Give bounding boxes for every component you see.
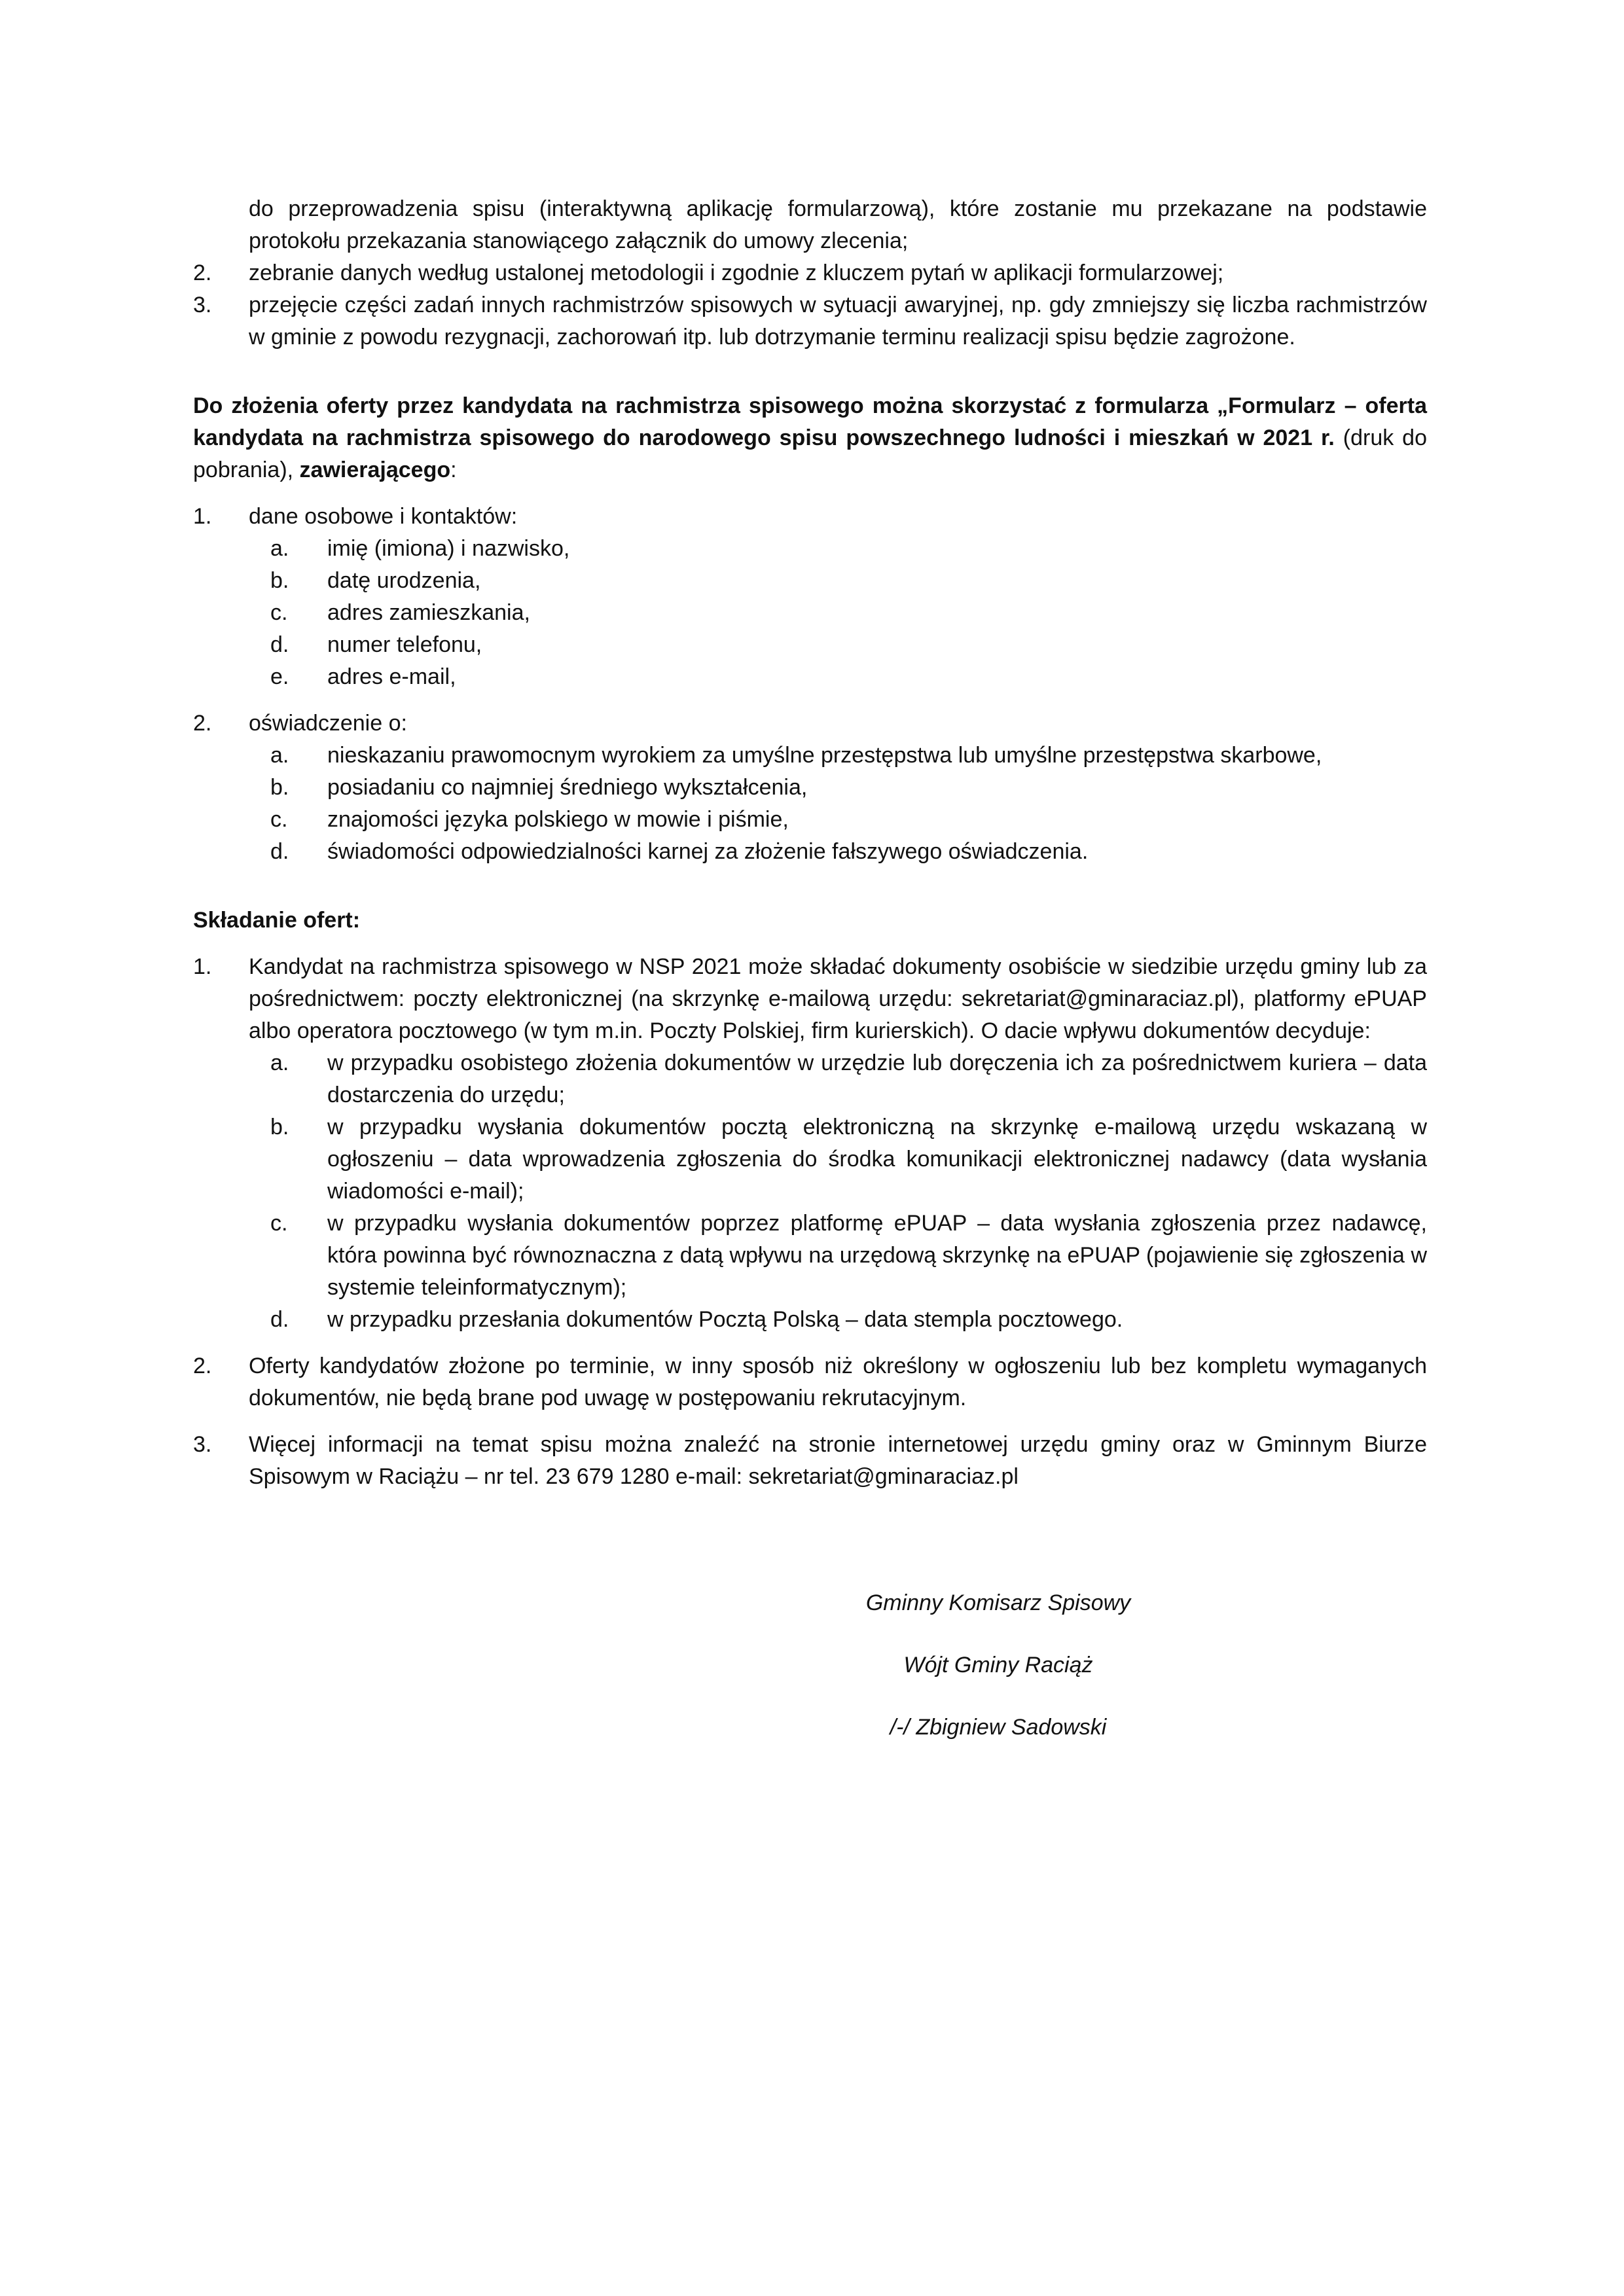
sub-text: w przypadku wysłania dokumentów poprzez platformę ePUAP – data wysłania zgłoszenia przez nadawcę, która powinna być równoznaczna z datą wpływu na urzędową skrzynkę na ePUAP (pojawienie się zgłoszenia w systemie teleinformatycznym); <box>327 1211 1427 1300</box>
sub-text: imię (imiona) i nazwisko, <box>327 536 570 561</box>
sub-item <box>193 1208 1427 1304</box>
item-number: 1. <box>193 954 212 979</box>
sub-item <box>193 740 1427 772</box>
item-text: oświadczenie o: <box>249 711 407 736</box>
form-intro-bold: Do złożenia oferty przez kandydata na rachmistrza spisowego można skorzystać z formularza „Formularz – oferta kandydata na rachmistrza spisowego do narodowego spisu powszechnego ludności i mieszkań w 2021 r. <box>193 393 1427 450</box>
form-content-item <box>193 708 1427 740</box>
form-intro-bold-end: zawierającego <box>299 457 451 482</box>
section-heading: Składanie ofert: <box>193 908 361 933</box>
sub-letter: e. <box>270 664 289 689</box>
form-intro-colon: : <box>450 457 457 482</box>
sub-text: datę urodzenia, <box>327 568 481 593</box>
sub-text: adres zamieszkania, <box>327 600 530 625</box>
item-text: Kandydat na rachmistrza spisowego w NSP 2021 może składać dokumenty osobiście w siedzibie urzędu gminy lub za pośrednictwem: poczty elektronicznej (na skrzynkę e-mailową urzędu: sekretariat@gminaraciaz.pl), platformy ePUAP albo operatora pocztowego (w tym m.in. Poczty Polskiej, firm kurierskich). O dacie wpływu dokumentów decyduje: <box>249 954 1427 1043</box>
sub-text: adres e-mail, <box>327 664 456 689</box>
sub-letter: a. <box>270 743 289 768</box>
sub-letter: b. <box>270 568 289 593</box>
sub-text: nieskazaniu prawomocnym wyrokiem za umyślne przestępstwa lub umyślne przestępstwa skarbowe, <box>327 743 1322 768</box>
form-content-item <box>193 501 1427 533</box>
form-intro-normal: (druk do pobrania), <box>193 425 1427 482</box>
sub-item <box>193 1304 1427 1336</box>
sub-text: w przypadku osobistego złożenia dokumentów w urzędzie lub doręczenia ich za pośrednictwem kuriera – data dostarczenia do urzędu; <box>327 1050 1427 1107</box>
sub-letter: a. <box>270 536 289 561</box>
sub-item <box>193 533 1427 565</box>
task-text: do przeprowadzenia spisu (interaktywną aplikację formularzową), które zostanie mu przekazane na podstawie protokołu przekazania stanowiącego załącznik do umowy zlecenia; <box>249 196 1427 253</box>
sub-text: w przypadku przesłania dokumentów Pocztą Polską – data stempla pocztowego. <box>327 1307 1123 1332</box>
sub-text: znajomości języka polskiego w mowie i piśmie, <box>327 807 789 832</box>
sub-letter: c. <box>270 807 288 832</box>
sub-text: w przypadku wysłania dokumentów pocztą elektroniczną na skrzynkę e-mailową urzędu wskazaną w ogłoszeniu – data wprowadzenia zgłoszenia do środka komunikacji elektronicznej nadawcy (data wysłania wiadomości e-mail); <box>327 1115 1427 1204</box>
sub-item <box>193 804 1427 836</box>
sub-letter: d. <box>270 1307 289 1332</box>
form-intro-paragraph <box>193 390 1427 486</box>
submission-item <box>193 951 1427 1047</box>
task-item <box>193 289 1427 353</box>
sub-letter: a. <box>270 1050 289 1075</box>
sub-text: posiadaniu co najmniej średniego wykształcenia, <box>327 775 808 800</box>
sub-text: numer telefonu, <box>327 632 482 657</box>
sub-item <box>193 565 1427 597</box>
sub-item <box>193 661 1427 693</box>
document-page <box>193 193 1427 1493</box>
signature-office: Wójt Gminy Raciąż <box>903 1653 1093 1677</box>
task-text: przejęcie części zadań innych rachmistrzów spisowych w sytuacji awaryjnej, np. gdy zmniejszy się liczba rachmistrzów w gminie z powodu rezygnacji, zachorowań itp. lub dotrzymanie terminu realizacji spisu będzie zagrożone. <box>249 293 1427 350</box>
sub-letter: d. <box>270 632 289 657</box>
sub-letter: d. <box>270 839 289 864</box>
item-number: 2. <box>193 711 212 736</box>
task-item-1-continuation <box>193 193 1427 257</box>
sub-item <box>193 836 1427 868</box>
sub-item <box>193 1111 1427 1208</box>
sub-letter: c. <box>270 1211 288 1236</box>
submission-item <box>193 1429 1427 1493</box>
task-number: 2. <box>193 260 212 285</box>
task-item <box>193 257 1427 289</box>
signature-role: Gminny Komisarz Spisowy <box>865 1590 1131 1615</box>
sub-item <box>193 772 1427 804</box>
item-text: Oferty kandydatów złożone po terminie, w inny sposób niż określony w ogłoszeniu lub bez kompletu wymaganych dokumentów, nie będą brane pod uwagę w postępowaniu rekrutacyjnym. <box>249 1354 1427 1410</box>
item-number: 3. <box>193 1432 212 1457</box>
item-number: 1. <box>193 504 212 529</box>
task-number: 3. <box>193 293 212 317</box>
item-number: 2. <box>193 1354 212 1378</box>
task-text: zebranie danych według ustalonej metodologii i zgodnie z kluczem pytań w aplikacji formularzowej; <box>249 260 1224 285</box>
sub-letter: b. <box>270 1115 289 1139</box>
sub-item <box>193 629 1427 661</box>
sub-item <box>193 1047 1427 1111</box>
signature-name: /-/ Zbigniew Sadowski <box>890 1715 1107 1740</box>
sub-letter: b. <box>270 775 289 800</box>
sub-text: świadomości odpowiedzialności karnej za złożenie fałszywego oświadczenia. <box>327 839 1089 864</box>
sub-item <box>193 597 1427 629</box>
sub-letter: c. <box>270 600 288 625</box>
submission-item <box>193 1350 1427 1414</box>
item-text: dane osobowe i kontaktów: <box>249 504 518 529</box>
item-text: Więcej informacji na temat spisu można znaleźć na stronie internetowej urzędu gminy oraz w Gminnym Biurze Spisowym w Raciążu – nr tel. 23 679 1280 e-mail: sekretariat@gminaraciaz.pl <box>249 1432 1427 1489</box>
